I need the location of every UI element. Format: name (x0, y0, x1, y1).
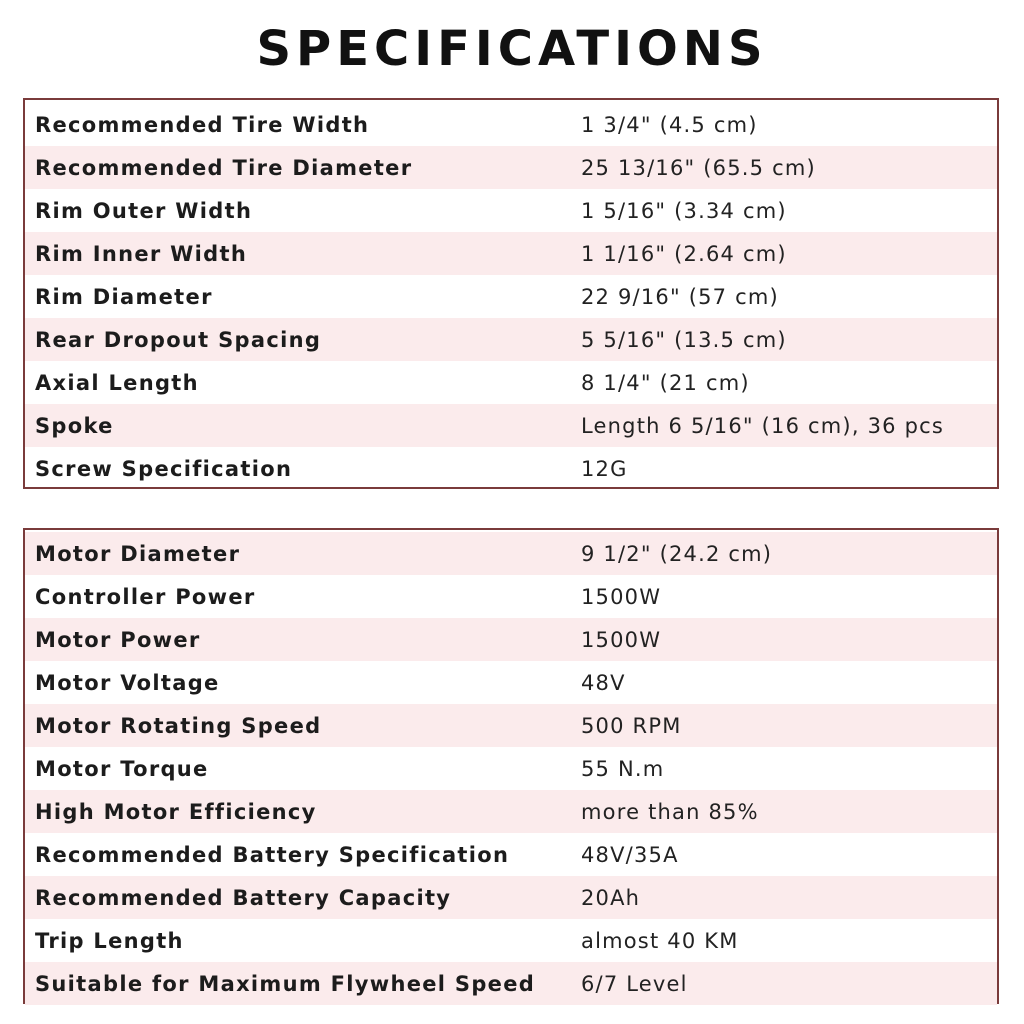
spec-value: 12G (581, 456, 628, 481)
spec-label: Recommended Tire Diameter (35, 155, 413, 180)
spec-label: Motor Diameter (35, 541, 241, 566)
wheel-spec-table (23, 98, 999, 489)
spec-label: Rear Dropout Spacing (35, 327, 322, 352)
spec-value: 1500W (581, 584, 662, 609)
table-row (25, 747, 997, 790)
spec-label: Motor Voltage (35, 670, 220, 695)
table-row (25, 532, 997, 575)
table-row (25, 876, 997, 919)
table-row (25, 661, 997, 704)
spec-label: Motor Power (35, 627, 201, 652)
table-row (25, 232, 997, 275)
spec-label: Recommended Battery Capacity (35, 885, 452, 910)
spec-label: Recommended Battery Specification (35, 842, 510, 867)
spec-value: 20Ah (581, 885, 641, 910)
table-row (25, 790, 997, 833)
table-row (25, 103, 997, 146)
spec-value: 500 RPM (581, 713, 682, 738)
table-row (25, 618, 997, 661)
table-row (25, 704, 997, 747)
page-title: SPECIFICATIONS (256, 21, 768, 77)
spec-label: Motor Rotating Speed (35, 713, 322, 738)
spec-label: Controller Power (35, 584, 256, 609)
spec-label: Trip Length (35, 928, 184, 953)
spec-value: 1 3/4" (4.5 cm) (581, 112, 758, 137)
spec-label: Rim Diameter (35, 284, 213, 309)
spec-label: Axial Length (35, 370, 199, 395)
motor-spec-table (23, 528, 999, 1004)
spec-value: 5 5/16" (13.5 cm) (581, 327, 787, 352)
spec-label: Rim Outer Width (35, 198, 253, 223)
table-row (25, 833, 997, 876)
spec-value: 1 5/16" (3.34 cm) (581, 198, 787, 223)
table-row (25, 361, 997, 404)
spec-label: Suitable for Maximum Flywheel Speed (35, 971, 536, 996)
spec-value: 22 9/16" (57 cm) (581, 284, 779, 309)
spec-value: 55 N.m (581, 756, 665, 781)
spec-label: Motor Torque (35, 756, 209, 781)
spec-value: almost 40 KM (581, 928, 739, 953)
spec-label: High Motor Efficiency (35, 799, 317, 824)
table-row (25, 275, 997, 318)
table-row (25, 146, 997, 189)
spec-value: 6/7 Level (581, 971, 688, 996)
spec-label: Spoke (35, 413, 114, 438)
table-row (25, 919, 997, 962)
table-row (25, 447, 997, 490)
spec-value: 48V (581, 670, 626, 695)
spec-label: Recommended Tire Width (35, 112, 370, 137)
spec-value: 9 1/2" (24.2 cm) (581, 541, 773, 566)
table-row (25, 962, 997, 1005)
table-row (25, 189, 997, 232)
spec-value: 8 1/4" (21 cm) (581, 370, 750, 395)
table-row (25, 575, 997, 618)
spec-label: Screw Specification (35, 456, 293, 481)
table-row (25, 318, 997, 361)
spec-value: more than 85% (581, 799, 759, 824)
spec-label: Rim Inner Width (35, 241, 248, 266)
table-row (25, 404, 997, 447)
spec-value: 25 13/16" (65.5 cm) (581, 155, 816, 180)
spec-value: 1 1/16" (2.64 cm) (581, 241, 787, 266)
spec-value: 1500W (581, 627, 662, 652)
spec-value: 48V/35A (581, 842, 679, 867)
spec-value: Length 6 5/16" (16 cm), 36 pcs (581, 413, 944, 438)
